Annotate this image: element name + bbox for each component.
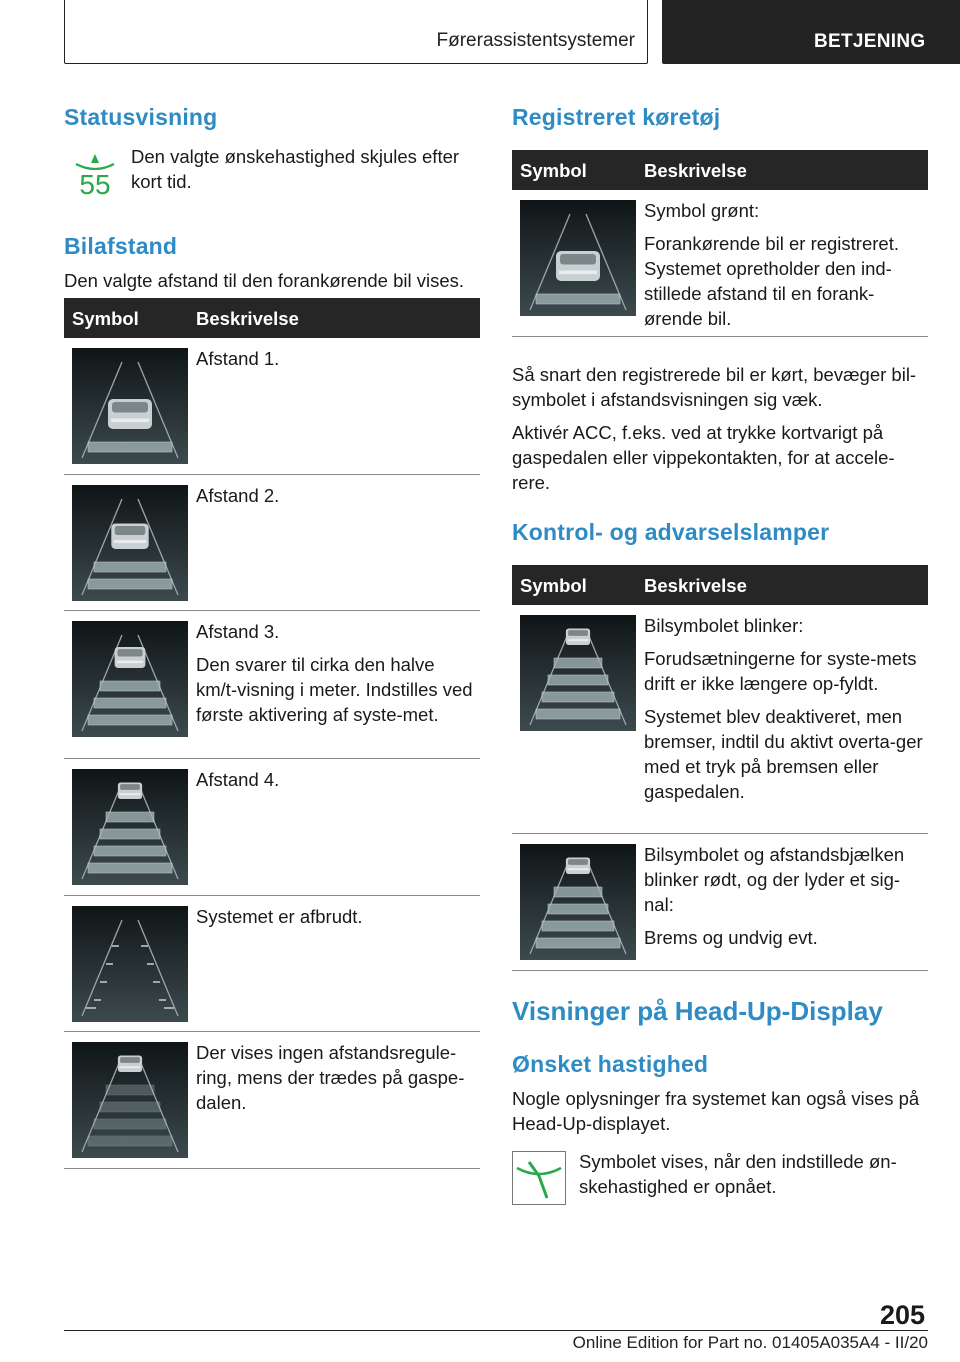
header-chapter-box [662, 0, 960, 64]
speed-symbol-icon [70, 150, 120, 202]
row-description: Afstand 2. [196, 485, 280, 506]
table-header [512, 565, 928, 605]
row-description: Afstand 4. [196, 769, 280, 790]
row-description: Afstand 1. [196, 348, 280, 369]
kontrol-table [512, 565, 928, 971]
row-description: Afstand 3. Den svarer til cirka den halve km/t-visning i meter. Indstilles ved første aktivering af syste-met. [196, 621, 473, 725]
col-description: Beskrivelse [644, 160, 747, 181]
car-blinking-icon [520, 615, 636, 731]
statusvisning-heading: Statusvisning [64, 104, 218, 130]
footer-divider [64, 1330, 928, 1331]
hud-speed-reached-icon [512, 1151, 566, 1205]
col-symbol: Symbol [520, 575, 587, 596]
col-symbol: Symbol [72, 308, 139, 329]
header-section-title: Førerassistentsystemer [436, 30, 635, 51]
col-description: Beskrivelse [644, 575, 747, 596]
table-row [64, 759, 480, 896]
col-symbol: Symbol [520, 160, 587, 181]
registreret-heading: Registreret køretøj [512, 104, 721, 130]
row-description: Der vises ingen afstandsregule-ring, mens der trædes på gaspe-dalen. [196, 1042, 465, 1113]
hud-heading: Visninger på Head-Up-Display [512, 996, 883, 1026]
registreret-after-text: Så snart den registrerede bil er kørt, bevæger bil-symbolet i afstandsvisningen sig væk. Aktivér ACC, f.eks. ved at trykke kortvarigt på gaspedalen eller vippekontakten, for at accele-rere. [512, 364, 917, 493]
table-row [64, 1032, 480, 1169]
no-distance-control-icon [72, 1042, 188, 1158]
table-row [512, 834, 928, 971]
table-header [512, 150, 928, 190]
onsket-intro: Nogle oplysninger fra systemet kan også vises på Head-Up-displayet. [512, 1088, 920, 1134]
kontrol-heading: Kontrol- og advarselslamper [512, 519, 830, 545]
bilafstand-heading: Bilafstand [64, 233, 178, 259]
col-description: Beskrivelse [196, 308, 299, 329]
row-description: Symbol grønt: Forankørende bil er registreret. Systemet opretholder den ind-stillede afstand til en forank-ørende bil. [644, 200, 899, 329]
distance-2-icon [72, 485, 188, 601]
distance-3-icon [72, 621, 188, 737]
bilafstand-table [64, 298, 480, 1169]
distance-1-icon [72, 348, 188, 464]
registreret-table [512, 150, 928, 337]
table-row [64, 611, 480, 759]
onsket-hastighed-heading: Ønsket hastighed [512, 1051, 709, 1077]
system-interrupted-icon [72, 906, 188, 1022]
speed-value: 55 [79, 169, 111, 200]
footer-edition: Online Edition for Part no. 01405A035A4 - II/20 [572, 1333, 928, 1352]
row-description: Bilsymbolet og afstandsbjælken blinker rødt, og der lyder et sig-nal: Brems og undvig evt. [644, 844, 905, 948]
page-number: 205 [880, 1300, 926, 1330]
row-description: Bilsymbolet blinker: Forudsætningerne for syste-mets drift er ikke længere op-fyldt. Systemet blev deaktiveret, men bremser, indtil du aktivt overta-ger med et tryk på bremsen eller gaspedalen. [644, 615, 923, 802]
row-description: Systemet er afbrudt. [196, 906, 363, 927]
collision-warning-icon [520, 844, 636, 960]
table-row [512, 190, 928, 337]
table-header [64, 298, 480, 338]
table-row [64, 338, 480, 475]
bilafstand-intro: Den valgte afstand til den forankørende bil vises. [64, 270, 465, 291]
header-section-box [64, 0, 648, 64]
table-row [512, 605, 928, 834]
statusvisning-text: Den valgte ønskehastighed skjules efter kort tid. [131, 146, 460, 192]
table-row [64, 896, 480, 1032]
vehicle-detected-icon [520, 200, 636, 316]
header-chapter-title: BETJENING [814, 31, 926, 52]
distance-4-icon [72, 769, 188, 885]
hud-symbol-text: Symbolet vises, når den indstillede øn-skehastighed er opnået. [579, 1151, 897, 1197]
table-row [64, 475, 480, 611]
